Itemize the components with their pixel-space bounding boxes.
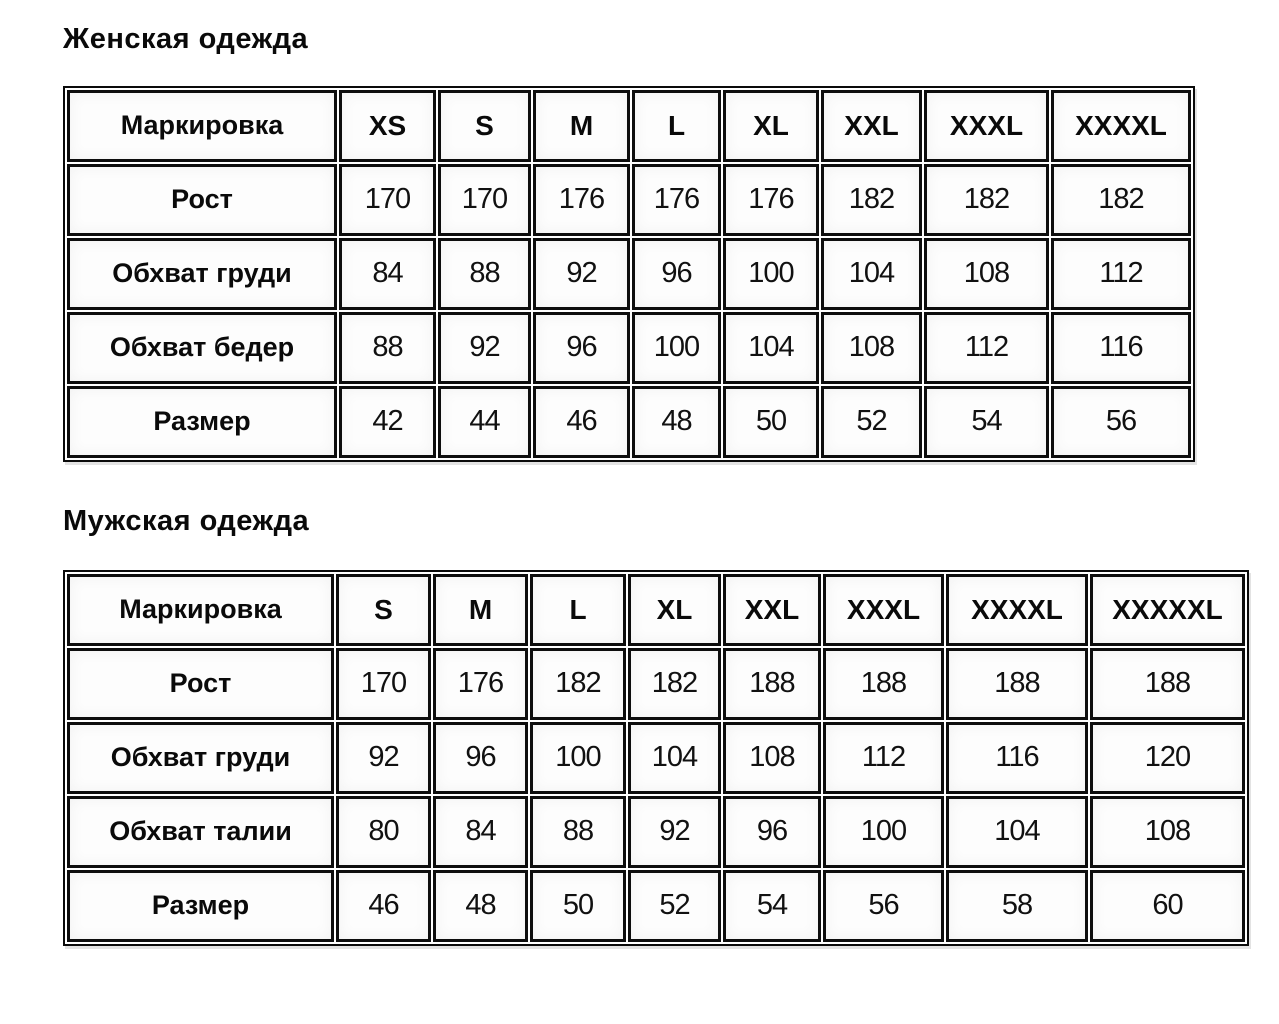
row-label-cell: Обхват груди [67, 722, 334, 794]
size-header-cell: XL [723, 90, 819, 162]
value-cell: 48 [433, 870, 528, 942]
marking-header-cell: Маркировка [67, 574, 334, 646]
value-cell: 84 [433, 796, 528, 868]
value-cell: 182 [1051, 164, 1191, 236]
value-cell: 176 [723, 164, 819, 236]
value-cell: 104 [946, 796, 1088, 868]
men-size-table [63, 570, 1249, 946]
size-header-row [67, 90, 1191, 162]
size-header-cell: XXXXL [1051, 90, 1191, 162]
value-cell: 188 [723, 648, 821, 720]
value-cell: 60 [1090, 870, 1245, 942]
value-cell: 52 [821, 386, 922, 458]
value-cell: 46 [533, 386, 630, 458]
value-cell: 88 [530, 796, 626, 868]
value-cell: 182 [821, 164, 922, 236]
value-cell: 96 [723, 796, 821, 868]
value-cell: 104 [723, 312, 819, 384]
value-cell: 116 [946, 722, 1088, 794]
value-cell: 182 [628, 648, 721, 720]
value-cell: 92 [336, 722, 431, 794]
value-cell: 188 [1090, 648, 1245, 720]
value-cell: 116 [1051, 312, 1191, 384]
value-cell: 112 [823, 722, 944, 794]
measurement-row [67, 722, 1245, 794]
size-header-row [67, 574, 1245, 646]
row-label-cell: Размер [67, 870, 334, 942]
value-cell: 112 [1051, 238, 1191, 310]
value-cell: 88 [438, 238, 531, 310]
value-cell: 176 [533, 164, 630, 236]
value-cell: 52 [628, 870, 721, 942]
row-label-cell: Рост [67, 164, 337, 236]
measurement-row [67, 312, 1191, 384]
value-cell: 54 [723, 870, 821, 942]
value-cell: 188 [823, 648, 944, 720]
value-cell: 58 [946, 870, 1088, 942]
value-cell: 104 [628, 722, 721, 794]
row-label-cell: Обхват бедер [67, 312, 337, 384]
size-header-cell: S [336, 574, 431, 646]
value-cell: 92 [438, 312, 531, 384]
value-cell: 120 [1090, 722, 1245, 794]
value-cell: 188 [946, 648, 1088, 720]
size-header-cell: L [530, 574, 626, 646]
size-header-cell: XXXL [823, 574, 944, 646]
value-cell: 170 [336, 648, 431, 720]
women-size-table [63, 86, 1195, 462]
value-cell: 96 [533, 312, 630, 384]
value-cell: 92 [628, 796, 721, 868]
value-cell: 56 [823, 870, 944, 942]
value-cell: 100 [632, 312, 721, 384]
size-header-cell: M [433, 574, 528, 646]
value-cell: 100 [823, 796, 944, 868]
value-cell: 108 [924, 238, 1049, 310]
size-header-cell: XL [628, 574, 721, 646]
value-cell: 56 [1051, 386, 1191, 458]
value-cell: 170 [339, 164, 436, 236]
value-cell: 108 [821, 312, 922, 384]
value-cell: 108 [1090, 796, 1245, 868]
size-header-cell: XXXXXL [1090, 574, 1245, 646]
value-cell: 80 [336, 796, 431, 868]
size-header-cell: M [533, 90, 630, 162]
value-cell: 96 [433, 722, 528, 794]
value-cell: 100 [530, 722, 626, 794]
measurement-row [67, 164, 1191, 236]
value-cell: 92 [533, 238, 630, 310]
size-header-cell: XXXXL [946, 574, 1088, 646]
row-label-cell: Рост [67, 648, 334, 720]
value-cell: 84 [339, 238, 436, 310]
value-cell: 112 [924, 312, 1049, 384]
value-cell: 182 [924, 164, 1049, 236]
row-label-cell: Обхват талии [67, 796, 334, 868]
value-cell: 50 [530, 870, 626, 942]
size-header-cell: L [632, 90, 721, 162]
men-section-title: Мужская одежда [63, 504, 310, 537]
size-header-cell: XXXL [924, 90, 1049, 162]
value-cell: 170 [438, 164, 531, 236]
value-cell: 48 [632, 386, 721, 458]
value-cell: 96 [632, 238, 721, 310]
value-cell: 108 [723, 722, 821, 794]
value-cell: 50 [723, 386, 819, 458]
value-cell: 42 [339, 386, 436, 458]
value-cell: 182 [530, 648, 626, 720]
value-cell: 100 [723, 238, 819, 310]
measurement-row [67, 386, 1191, 458]
value-cell: 54 [924, 386, 1049, 458]
women-section-title: Женская одежда [63, 23, 309, 55]
size-header-cell: XXL [723, 574, 821, 646]
value-cell: 44 [438, 386, 531, 458]
row-label-cell: Размер [67, 386, 337, 458]
size-header-cell: XXL [821, 90, 922, 162]
row-label-cell: Обхват груди [67, 238, 337, 310]
value-cell: 176 [433, 648, 528, 720]
marking-header-cell: Маркировка [67, 90, 337, 162]
measurement-row [67, 870, 1245, 942]
value-cell: 88 [339, 312, 436, 384]
size-header-cell: XS [339, 90, 436, 162]
value-cell: 176 [632, 164, 721, 236]
measurement-row [67, 238, 1191, 310]
value-cell: 46 [336, 870, 431, 942]
measurement-row [67, 796, 1245, 868]
size-header-cell: S [438, 90, 531, 162]
measurement-row [67, 648, 1245, 720]
value-cell: 104 [821, 238, 922, 310]
